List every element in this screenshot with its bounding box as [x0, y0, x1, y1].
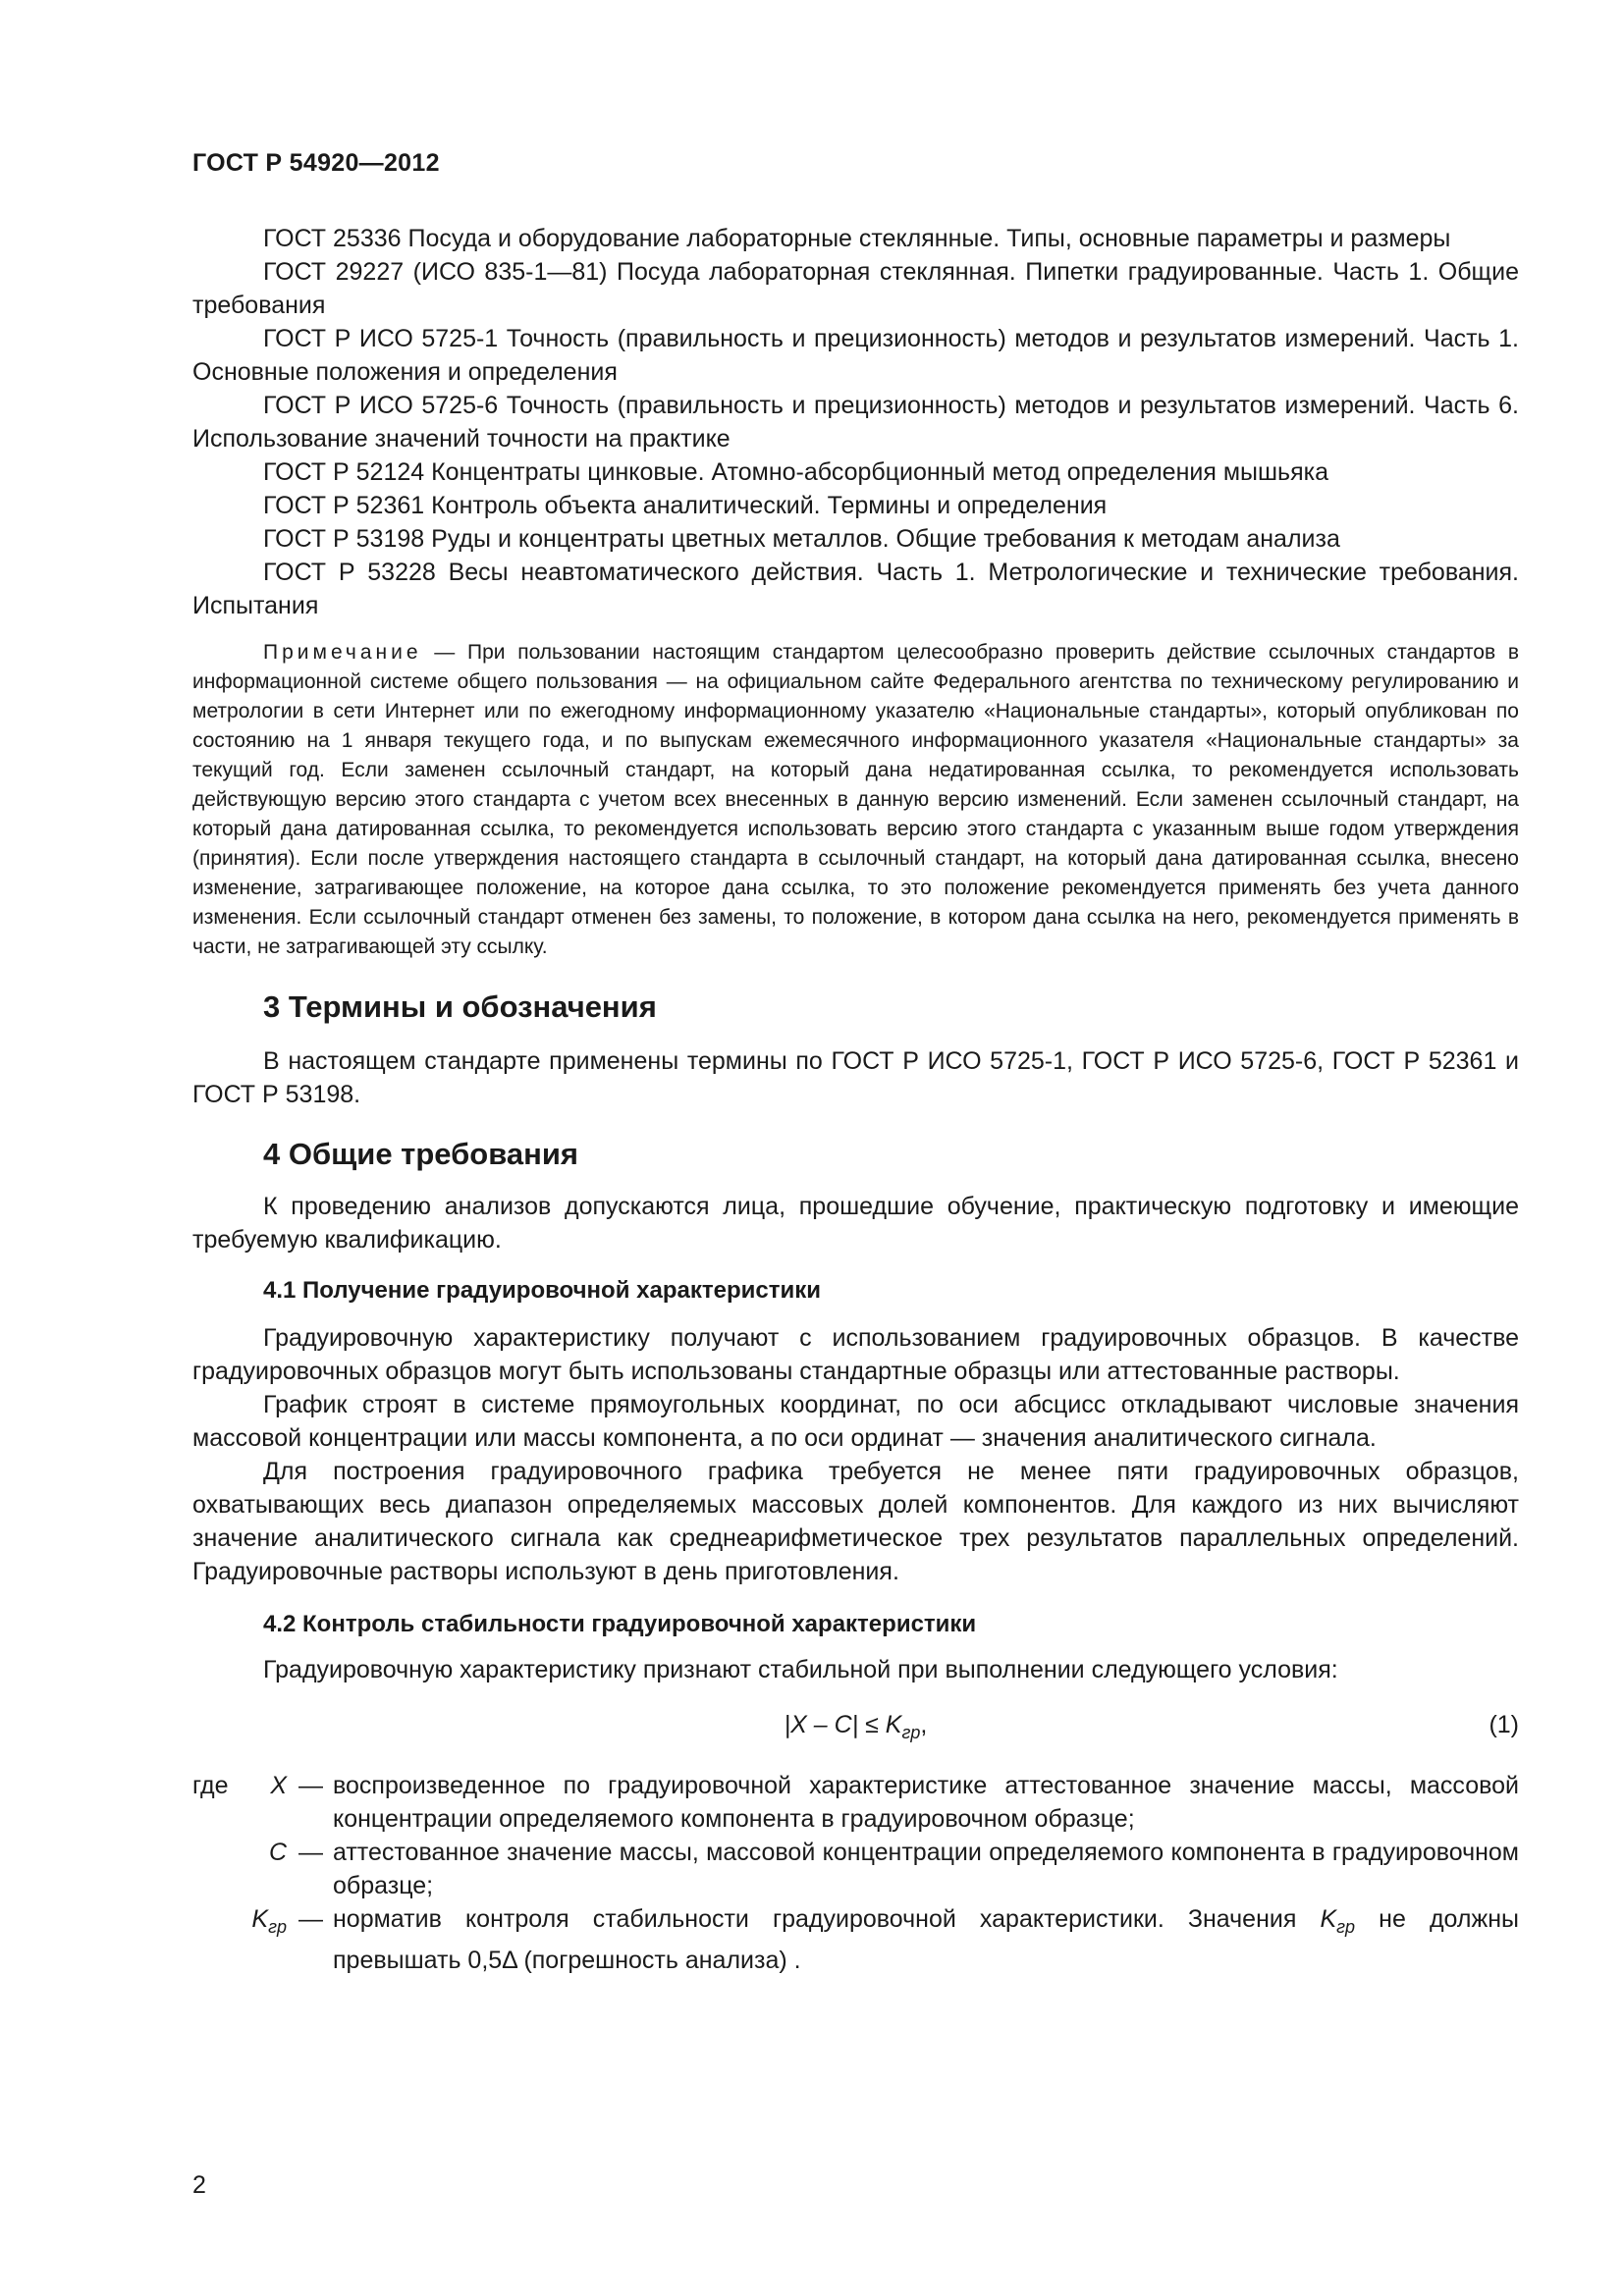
- section-4-1-paragraph: Для построения градуировочного графика требуется не менее пяти градуировочных образцов, охватывающих весь диапазон определяемых массовых долей компонентов. Для каждого из них вычисляют значение аналитического сигнала как среднеарифметическое трех результатов параллельных определений. Градуировочные растворы используют в день приготовления.: [192, 1458, 1519, 1585]
- section-4-1-paragraph: График строят в системе прямоугольных координат, по оси абсцисс откладывают числовые значения массовой концентрации или массы компонента, а по оси ординат — значения аналитического сигнала.: [192, 1391, 1519, 1452]
- formula-subscript: гр: [901, 1723, 921, 1742]
- definition-text: аттестованное значение массы, массовой концентрации определяемого компонента в градуировочном образце;: [333, 1839, 1519, 1899]
- section-4-2-intro: Градуировочную характеристику признают стабильной при выполнении следующего условия:: [263, 1656, 1338, 1683]
- reference-item: ГОСТ Р 52124 Концентраты цинковые. Атомно-абсорбционный метод определения мышьяка: [263, 458, 1328, 486]
- definition-text: воспроизведенное по градуировочной характеристике аттестованное значение массы, массовой концентрации определяемого компонента в градуировочном образце;: [333, 1772, 1519, 1833]
- formula-number: (1): [1489, 1711, 1519, 1738]
- reference-item: ГОСТ Р ИСО 5725-1 Точность (правильность и прецизионность) методов и результатов измерений. Часть 1. Основные положения и определения: [192, 325, 1519, 386]
- definition-row: [192, 1769, 1519, 1836]
- reference-item: ГОСТ Р ИСО 5725-6 Точность (правильность и прецизионность) методов и результатов измерений. Часть 6. Использование значений точности на практике: [192, 392, 1519, 453]
- reference-item: ГОСТ 25336 Посуда и оборудование лабораторные стеклянные. Типы, основные параметры и размеры: [263, 225, 1451, 252]
- note-paragraph: [192, 638, 1519, 962]
- definition-text: норматив контроля стабильности градуировочной характеристики. Значения $K_{гр}$ не должны превышать 0,5Δ (погрешность анализа) .: [333, 1905, 1519, 1974]
- note-text: — При пользовании настоящим стандартом целесообразно проверить действие ссылочных стандартов в информационной системе общего пользования — на официальном сайте Федерального агентства по техническому регулированию и метрологии в сети Интернет или по ежегодному информационному указателю «Национальные стандарты», который опубликован по состоянию на 1 января текущего года, и по выпускам ежемесячного информационного указателя «Национальные стандарты» за текущий год. Если заменен ссылочный стандарт, на который дана недатированная ссылка, то рекомендуется использовать действующую версию этого стандарта с учетом всех внесенных в данную версию изменений. Если заменен ссылочный стандарт, на который дана датированная ссылка, то рекомендуется использовать версию этого стандарта с указанным выше годом утверждения (принятия). Если после утверждения настоящего стандарта в ссылочный стандарт, на который дана датированная ссылка, внесено изменение, затрагивающее положение, на которое дана ссылка, то это положение рекомендуется применять без учета данного изменения. Если ссылочный стандарт отменен без замены, то положение, в котором дана ссылка на него, рекомендуется применять в части, не затрагивающей эту ссылку.: [192, 641, 1519, 958]
- section-4-heading: 4 Общие требования: [263, 1137, 578, 1171]
- formula-main: |X – C| ≤ K: [784, 1711, 902, 1738]
- definition-dash: —: [298, 1772, 323, 1799]
- formula-expression: [784, 1711, 921, 1742]
- where-word: где: [192, 1772, 229, 1799]
- formula-1: [192, 1708, 1519, 1749]
- definition-dash: —: [298, 1839, 323, 1866]
- page-number: 2: [192, 2171, 206, 2199]
- section-4-1-paragraph: Градуировочную характеристику получают с использованием градуировочных образцов. В качестве градуировочных образцов могут быть использованы стандартные образцы или аттестованные растворы.: [192, 1324, 1519, 1385]
- section-4-text: К проведению анализов допускаются лица, прошедшие обучение, практическую подготовку и имеющие требуемую квалификацию.: [192, 1193, 1519, 1254]
- document-header-id: ГОСТ Р 54920—2012: [192, 149, 440, 177]
- formula-tail: ,: [920, 1711, 928, 1738]
- document-body: [192, 222, 1519, 1977]
- reference-item: ГОСТ 29227 (ИСО 835-1—81) Посуда лабораторная стеклянная. Пипетки градуированные. Часть 1. Общие требования: [192, 258, 1519, 319]
- reference-item: ГОСТ Р 52361 Контроль объекта аналитический. Термины и определения: [263, 492, 1108, 519]
- reference-item: ГОСТ Р 53198 Руды и концентраты цветных металлов. Общие требования к методам анализа: [263, 525, 1340, 553]
- definition-row: [192, 1902, 1519, 1977]
- definition-symbol: X: [270, 1772, 287, 1799]
- symbol-definitions: [192, 1769, 1519, 1977]
- section-4-2-heading: 4.2 Контроль стабильности градуировочной характеристики: [263, 1611, 977, 1637]
- definition-row: [192, 1836, 1519, 1902]
- references-list: [192, 222, 1519, 622]
- section-3-heading: 3 Термины и обозначения: [263, 989, 657, 1024]
- section-3-text: В настоящем стандарте применены термины по ГОСТ Р ИСО 5725-1, ГОСТ Р ИСО 5725-6, ГОСТ Р 52361 и ГОСТ Р 53198.: [192, 1047, 1519, 1108]
- definition-symbol: $K_{гр}$: [251, 1905, 287, 1937]
- section-4-1-heading: 4.1 Получение градуировочной характеристики: [263, 1277, 821, 1304]
- definition-dash: —: [298, 1905, 323, 1933]
- reference-item: ГОСТ Р 53228 Весы неавтоматического действия. Часть 1. Метрологические и технические требования. Испытания: [192, 559, 1519, 619]
- definition-symbol: C: [268, 1839, 287, 1866]
- note-label: Примечание: [263, 641, 422, 664]
